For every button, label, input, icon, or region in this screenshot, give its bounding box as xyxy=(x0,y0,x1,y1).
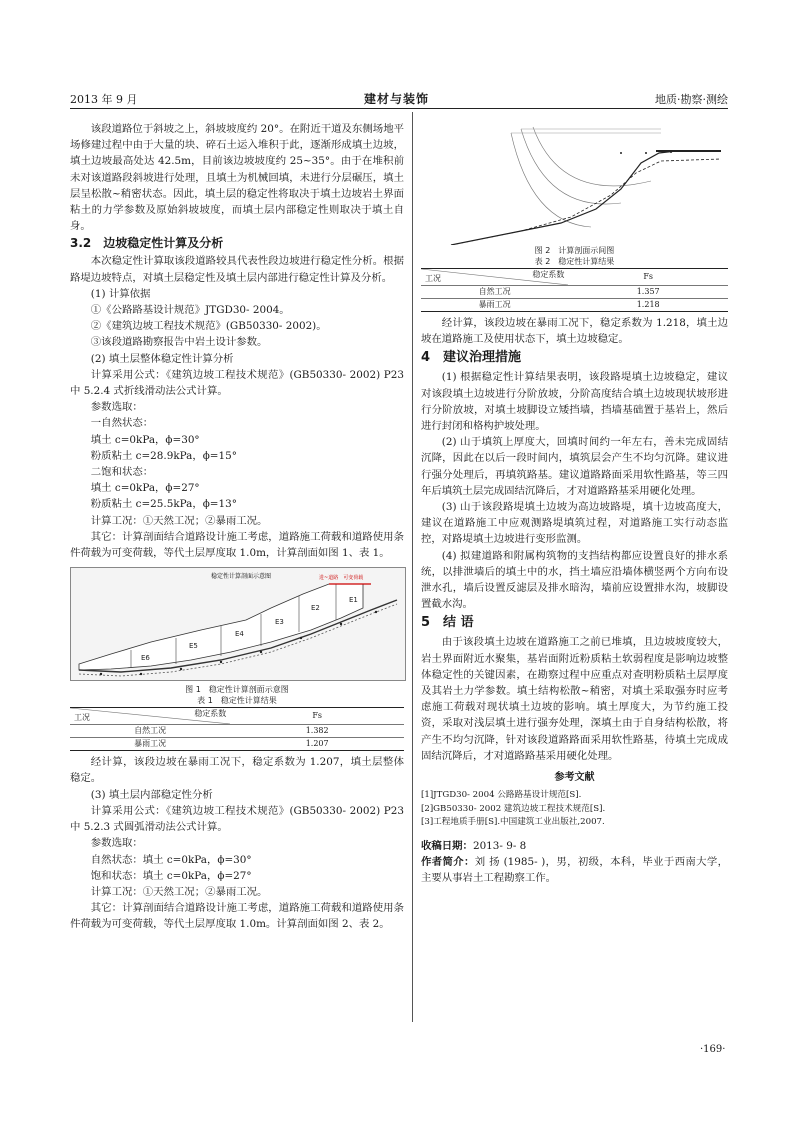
section-heading-4: 4 建议治理措施 xyxy=(421,350,522,366)
paragraph: (4) 拟建道路和附属构筑物的支挡结构都应设置良好的排水系统，以排泄墙后的填土中的水，挡土墙应沿墙体横竖两个方向布设泄水孔，墙后设置反滤层及排水暗沟，墙前应设置排水沟，坡脚设置截水沟。 xyxy=(421,549,728,611)
figure-2-section-diagram xyxy=(421,123,728,245)
list-item: 计算工况：①天然工况；②暴雨工况。 xyxy=(90,514,268,527)
paragraph: 计算采用公式：《建筑边坡工程技术规范》(GB50330- 2002) P23 中 5.2.3 式圆弧滑动法公式计算。 xyxy=(70,804,404,834)
list-item: ②《建筑边坡工程技术规范》(GB50330- 2002)。 xyxy=(90,320,327,333)
page-number: ·169· xyxy=(700,1044,726,1055)
paragraph: (3) 山于该段路堤填土边坡为高边坡路堤，填十边坡高度大，建议在道路施工中应观测路堤填筑过程，对道路施工实行动态监控，对路堤填土边坡进行变形监测。 xyxy=(421,501,728,546)
list-item: ③该段道路勘察报告中岩土设计参数。 xyxy=(90,336,268,349)
paragraph: 经计算，该段边坡在暴雨工况下，稳定系数为 1.218，填土边坡在道路施工及使用状态下，填土边坡稳定。 xyxy=(421,317,728,346)
references-title: 参考文献 xyxy=(554,772,595,784)
cell-fs: 1.207 xyxy=(305,739,329,749)
paragraph: (2) 山于填筑上厚度大，回填时间约一年左右，善未完成固结沉降，因此在以后一段时间内，填筑层会产生不均匀沉降。建议进行强分处理后，再填筑路基。建议道路路面采用软性路基，等三四年后填筑土层完成固结沉降后，才对道路路基采用硬化处理。 xyxy=(421,436,728,497)
list-item: 二饱和状态： xyxy=(90,466,154,479)
figure-1-caption: 图 1 稳定性计算剖面示意图 xyxy=(185,685,289,695)
table-row xyxy=(70,725,404,738)
paragraph: 其它：计算剖面结合道路设计施工考虑，道路施工荷载和道路使用条件荷载为可变荷载，等代土层厚度取 1.0m，计算剖面如图 1、表 1。 xyxy=(70,530,404,560)
list-item: 一自然状态： xyxy=(90,417,154,430)
header-section: 地质·勘察·测绘 xyxy=(655,93,728,106)
paragraph: (1) 根据稳定性计算结果表明，该段路堤填土边坡稳定，建议对该段填土边坡进行分阶放坡，分阶高度结合填土边坡现状坡形进行分阶放坡，对填土坡脚设立矮挡墙，挡墙基础置于基岩上，然后进行封闭和格构护坡处理。 xyxy=(421,371,728,433)
author-label: 作者简介： xyxy=(421,855,475,868)
column-divider xyxy=(412,112,413,1022)
table-header-diagonal xyxy=(421,269,568,286)
cell-fs: 1.382 xyxy=(230,725,404,738)
paragraph: 其它：计算剖面结合道路设计施工考虑，道路施工荷载和道路使用条件荷载为可变荷载，等代土层厚度取 1.0m。计算剖面如图 2、表 2。 xyxy=(70,902,404,931)
table-2 xyxy=(421,268,728,312)
list-item: (1) 计算依据 xyxy=(90,287,151,300)
list-item: 自然状态：填土 c=0kPa，ϕ=30° xyxy=(90,853,252,866)
header-fs: Fs xyxy=(568,269,728,286)
cell-case: 自然工况 xyxy=(421,286,568,299)
list-item: 饱和状态：填土 c=0kPa，ϕ=27° xyxy=(90,869,252,882)
list-item: 粉质粘土 c=28.9kPa，ϕ=15° xyxy=(90,449,237,462)
section-heading-5: 5 结 语 xyxy=(421,615,474,631)
header-coef: 稳定系数 xyxy=(194,709,227,719)
reference-item: [2]GB50330- 2002 建筑边坡工程技术规范[S]. xyxy=(421,803,606,814)
list-item: 粉质粘土 c=25.5kPa，ϕ=13° xyxy=(90,498,237,511)
cell-case: 暴雨工况 xyxy=(478,300,511,309)
block-label: E5 xyxy=(189,642,198,651)
block-label: E4 xyxy=(235,630,244,639)
table-1 xyxy=(70,707,404,751)
paragraph: 计算采用公式：《建筑边坡工程技术规范》(GB50330- 2002) P23 中 5.2.4 式折线滑动法公式计算。 xyxy=(70,368,404,398)
block-label: E3 xyxy=(275,618,284,627)
cell-fs: 1.218 xyxy=(636,300,660,309)
received-label: 收稿日期： xyxy=(421,839,473,852)
list-item: 参数选取： xyxy=(90,401,143,414)
received-date xyxy=(421,838,728,854)
block-label: E1 xyxy=(349,596,358,605)
header-case: 工况 xyxy=(425,274,441,283)
right-column xyxy=(421,121,728,886)
cell-case: 暴雨工况 xyxy=(134,739,167,749)
table-row xyxy=(70,738,404,751)
list-item: ①《公路路基设计规范》JTGD30- 2004。 xyxy=(90,304,290,317)
paragraph: 该段道路位于斜坡之上，斜坡坡度约 20°。在附近干道及东侧场地平场修建过程中由于大量的块、碎石土运入堆积于此，逐渐形成填土边坡，填土边坡最高处达 42.5m，目前该边坡坡度约 25~35°。由于在堆积前未对该道路段斜坡进行处理，且填土为机械回填，未进行分层碾压，填土层呈松散~稍密状态。因此，填土层的稳定性将取决于填土边坡岩土界面粘土的力学参数及原始斜坡坡度，而填土层内部稳定性则取决于填土自身。 xyxy=(70,123,404,233)
block-label: E6 xyxy=(141,654,150,663)
list-item: 参数选取： xyxy=(90,837,143,850)
list-item: (2) 填土层整体稳定性计算分析 xyxy=(90,352,234,365)
figure-2-caption: 图 2 计算剖面示间图 xyxy=(534,246,615,255)
reference-item: [3]工程地质手册[S].中国建筑工业出版社,2007. xyxy=(421,817,605,828)
author-value: 刘 扬 (1985- )，男，初级，本科，毕业于西南大学，主要从事岩土工程勘察工作。 xyxy=(421,855,729,885)
list-item: (3) 填土层内部稳定性分析 xyxy=(90,788,213,801)
header-date: 2013 年 9 月 xyxy=(70,93,138,106)
reference-item: [1]JTGD30- 2004 公路路基设计规范[S]. xyxy=(421,790,582,801)
received-value: 2013- 9- 8 xyxy=(472,839,527,852)
header-case: 工况 xyxy=(74,713,90,723)
list-item: 填土 c=0kPa，ϕ=30° xyxy=(90,433,200,446)
table-2-caption: 表 2 稳定性计算结果 xyxy=(534,257,615,266)
cell-fs: 1.357 xyxy=(568,286,728,299)
paragraph: 本次稳定性计算取该段道路较具代表性段边坡进行稳定性分析。根据路堤边坡特点，对填土层稳定性及填土层内部进行稳定性计算及分析。 xyxy=(70,255,404,284)
cell-case: 自然工况 xyxy=(70,725,230,738)
block-label: E2 xyxy=(311,604,320,613)
paragraph: 由于该段填土边坡在道路施工之前已堆填，且边坡坡度较大，岩土界面附近水聚集，基岩面附近粉质粘土软弱程度是影响边坡整体稳定性的关键因素，在勘察过程中应重点对查明粉质粘土层厚度及其岩土力学参数。填土结构松散~稍密，对填土采取强夯时应考虑施工荷载对现状填土边坡的影响。填土厚度大，为节约施工投资，采取对浅层填土进行强夯处理，深填土由于自身结构松散，将产生不均匀沉降，针对该段道路路面采用软性路基，待填土完成成固结沉降后，才对道路路基采用硬化处理。 xyxy=(421,636,728,762)
figure-1-section-diagram xyxy=(70,567,406,681)
header-rule xyxy=(70,108,728,109)
page-header xyxy=(70,88,728,108)
references-list xyxy=(421,789,728,830)
figure-1-legend: 进~道路 可变荷载 xyxy=(319,575,364,582)
table-row xyxy=(421,286,728,299)
table-row xyxy=(421,299,728,312)
paragraph: 经计算，该段边坡在暴雨工况下，稳定系数为 1.207，填土层整体稳定。 xyxy=(70,756,404,785)
table-header-diagonal xyxy=(70,708,230,725)
list-item: 填土 c=0kPa，ϕ=27° xyxy=(90,482,200,495)
table-1-caption: 表 1 稳定性计算结果 xyxy=(197,696,277,706)
list-item: 计算工况：①天然工况；②暴雨工况。 xyxy=(90,885,268,898)
section-heading-3-2: 3.2 边坡稳定性计算及分析 xyxy=(70,236,224,251)
author-bio xyxy=(421,854,728,886)
left-column xyxy=(70,121,404,933)
figure-1-title: 稳定性计算剖面示意图 xyxy=(211,573,272,581)
header-coef: 稳定系数 xyxy=(532,270,565,279)
journal-name: 建材与装饰 xyxy=(364,92,430,106)
header-fs: Fs xyxy=(230,708,404,725)
